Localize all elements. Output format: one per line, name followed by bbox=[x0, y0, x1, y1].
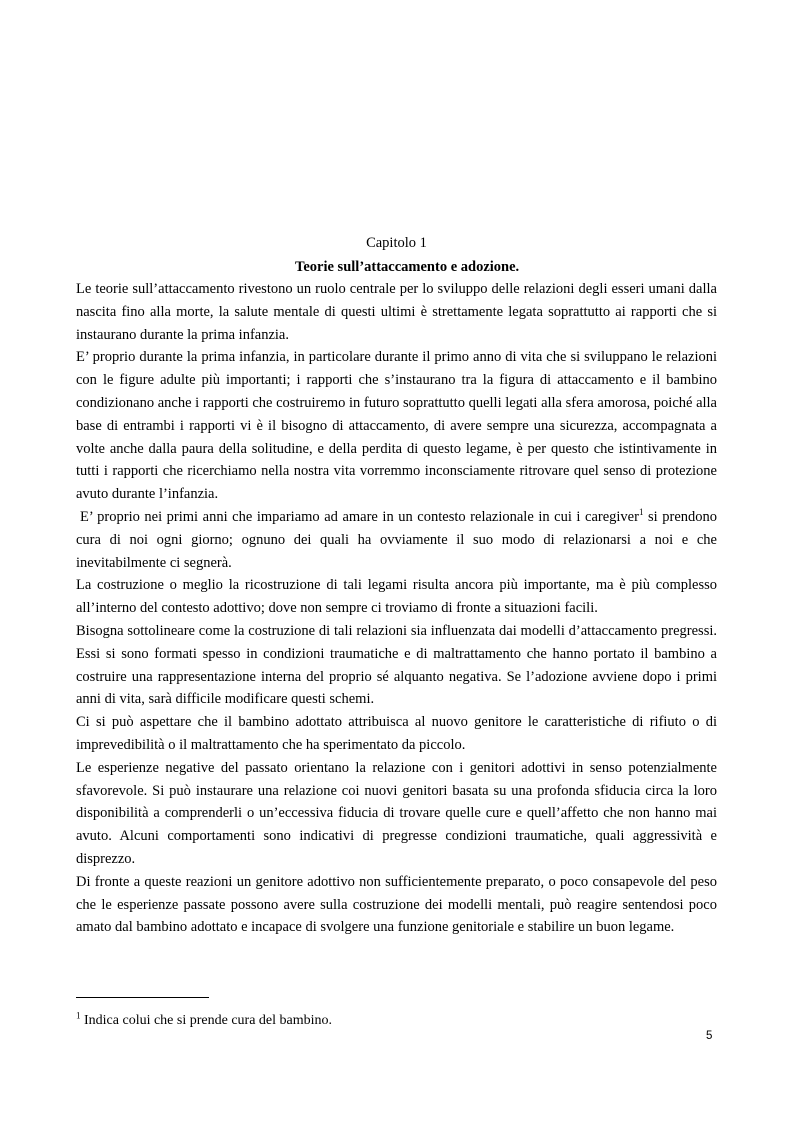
footnote-reference[interactable]: 1 bbox=[638, 507, 644, 518]
footnote-separator bbox=[76, 997, 209, 998]
page-number: 5 bbox=[706, 1030, 713, 1042]
paragraph-text: E’ proprio nei primi anni che impariamo ad amare in un contesto relazionale in cui i caregiver bbox=[80, 508, 639, 525]
paragraph: La costruzione o meglio la ricostruzione di tali legami risulta ancora più importante, ma è più complesso all’interno del contesto adottivo; dove non sempre ci troviamo di fronte a situazioni facili. bbox=[76, 577, 717, 617]
footnote-text: Indica colui che si prende cura del bambino. bbox=[80, 1013, 333, 1028]
paragraph: Le esperienze negative del passato orientano la relazione con i genitori adottivi in senso potenzialmente sfavorevole. Si può instaurare una relazione coi nuovi genitori basata su una profonda sfiducia circa la loro disponibilità a comprenderli o un’eccessiva fiducia di trovare quelle cure e quell’affetto che non hanno mai avuto. Alcuni comportamenti sono indicativi di pregresse condizioni traumatiche, quali aggressività e disprezzo. bbox=[76, 759, 717, 867]
paragraph-text: si prendono cura di noi ogni giorno; ognuno dei quali ha ovviamente il suo modo di relazionarsi a noi e che inevitabilmente ci segnerà. bbox=[76, 508, 717, 571]
paragraph: Di fronte a queste reazioni un genitore adottivo non sufficientemente preparato, o poco consapevole del peso che le esperienze passate possono avere sulla costruzione dei modelli mentali, può reagire sentendosi poco amato dal bambino adottato e incapace di svolgere una funzione genitoriale e stabilire un buon legame. bbox=[76, 873, 717, 936]
paragraph: Ci si può aspettare che il bambino adottato attribuisca al nuovo genitore le caratteristiche di rifiuto o di imprevedibilità o il maltrattamento che ha sperimentato da piccolo. bbox=[76, 714, 717, 753]
chapter-title: Teorie sull’attaccamento e adozione. bbox=[295, 259, 520, 275]
paragraph: E’ proprio durante la prima infanzia, in particolare durante il primo anno di vita che si sviluppano le relazioni con le figure adulte più importanti; i rapporti che s’instaurano tra la figura di attaccamento e il bambino condizionano anche i rapporti che costruiremo in futuro soprattutto quelli legati alla sfera amorosa, poiché alla base di entrambi i rapporti vi è il bisogno di attaccamento, di avere sempre una sicurezza, accompagnata a volte anche dalla paura della solitudine, e della perdita di questo legame, è per questo che istintivamente in tutti i rapporti che ricerchiamo nella nostra vita vorremmo inconsciamente ritrovare quel senso di protezione avuto durante l’infanzia. bbox=[76, 349, 717, 503]
chapter-number: Capitolo 1 bbox=[366, 235, 427, 251]
paragraph: Le teorie sull’attaccamento rivestono un ruolo centrale per lo sviluppo delle relazioni degli esseri umani dalla nascita fino alla morte, la salute mentale di questi ultimi è strettamente legata soprattutto ai rapporti che si instaurano durante la prima infanzia. bbox=[76, 281, 717, 343]
footnote-marker: 1 bbox=[76, 1010, 81, 1021]
body-text bbox=[76, 278, 717, 939]
paragraph: Bisogna sottolineare come la costruzione di tali relazioni sia influenzata dai modelli d’attaccamento pregressi. Essi si sono formati spesso in condizioni traumatiche e di maltrattamento che hanno portato il bambino a costruire una rappresentazione interna del proprio sé alquanto negativa. Se l’adozione avviene dopo i primi anni di vita, sarà difficile modificare questi schemi. bbox=[76, 622, 717, 708]
footnote bbox=[76, 1011, 332, 1031]
paragraph-with-footnote bbox=[76, 506, 717, 574]
